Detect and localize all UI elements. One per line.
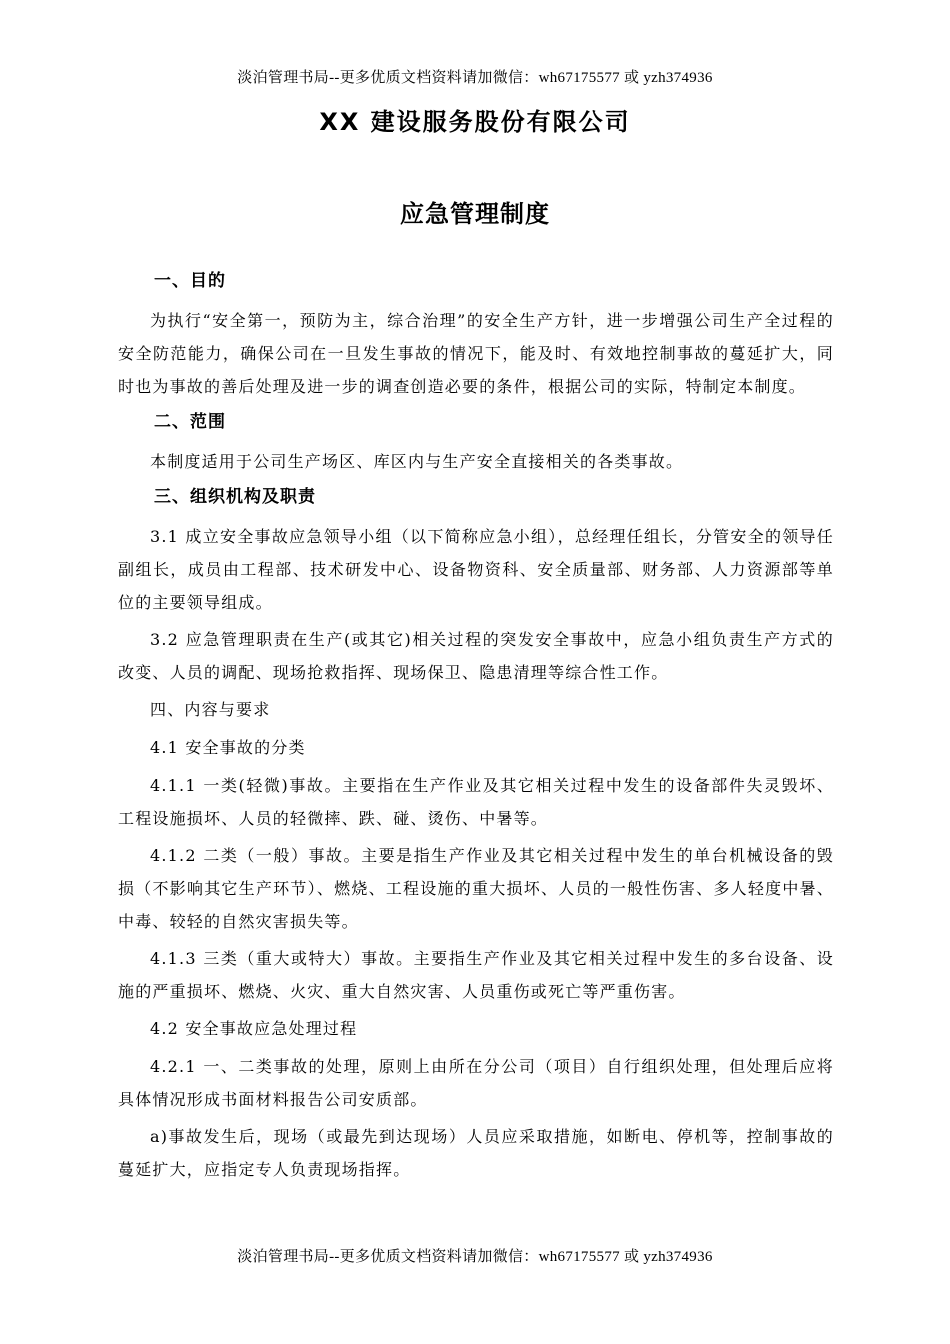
section-heading-purpose: 一、目的 [154, 271, 226, 291]
paragraph-4-1: 4.1 安全事故的分类 [150, 738, 306, 757]
section-heading-content: 四、内容与要求 [150, 700, 271, 719]
paragraph-4-2-1-a: a)事故发生后，现场（或最先到达现场）人员应采取措施，如断电、停机等，控制事故的蔓延扩大，应指定专人负责现场指挥。 [118, 1127, 834, 1179]
paragraph-4-2: 4.2 安全事故应急处理过程 [150, 1019, 358, 1038]
paragraph-4-1-2: 4.1.2 二类（一般）事故。主要是指生产作业及其它相关过程中发生的单台机械设备的毁损（不影响其它生产环节）、燃烧、工程设施的重大损坏、人员的一般性伤害、多人轻度中暑、中毒、较轻的自然灾害损失等。 [118, 846, 834, 931]
paragraph-4-1-1: 4.1.1 一类(轻微)事故。主要指在生产作业及其它相关过程中发生的设备部件失灵毁坏、工程设施损坏、人员的轻微摔、跌、碰、烫伤、中暑等。 [118, 776, 834, 828]
paragraph-3-2: 3.2 应急管理职责在生产(或其它)相关过程的突发安全事故中，应急小组负责生产方式的改变、人员的调配、现场抢救指挥、现场保卫、隐患清理等综合性工作。 [118, 630, 834, 682]
document-body [118, 266, 834, 1190]
paragraph-4-1-3: 4.1.3 三类（重大或特大）事故。主要指生产作业及其它相关过程中发生的多台设备、设施的严重损坏、燃烧、火灾、重大自然灾害、人员重伤或死亡等严重伤害。 [118, 949, 834, 1001]
page-footer-note: 淡泊管理书局--更多优质文档资料请加微信：wh67175577 或 yzh374936 [237, 1249, 713, 1265]
paragraph-scope: 本制度适用于公司生产场区、库区内与生产安全直接相关的各类事故。 [150, 452, 684, 471]
paragraph-4-2-1: 4.2.1 一、二类事故的处理，原则上由所在分公司（项目）自行组织处理，但处理后应将具体情况形成书面材料报告公司安质部。 [118, 1057, 834, 1109]
paragraph-purpose: 为执行“安全第一，预防为主，综合治理”的安全生产方针，进一步增强公司生产全过程的安全防范能力，确保公司在一旦发生事故的情况下，能及时、有效地控制事故的蔓延扩大，同时也为事故的善后处理及进一步的调查创造必要的条件，根据公司的实际，特制定本制度。 [118, 311, 834, 396]
document-title: 应急管理制度 [400, 200, 550, 228]
section-heading-organization: 三、组织机构及职责 [154, 487, 316, 507]
section-heading-scope: 二、范围 [154, 412, 226, 432]
paragraph-3-1: 3.1 成立安全事故应急领导小组（以下简称应急小组），总经理任组长，分管安全的领导任副组长，成员由工程部、技术研发中心、设备物资科、安全质量部、财务部、人力资源部等单位的主要领导组成。 [118, 527, 834, 612]
company-name: XX 建设服务股份有限公司 [319, 108, 631, 136]
page-header-note: 淡泊管理书局--更多优质文档资料请加微信：wh67175577 或 yzh374936 [237, 70, 713, 86]
